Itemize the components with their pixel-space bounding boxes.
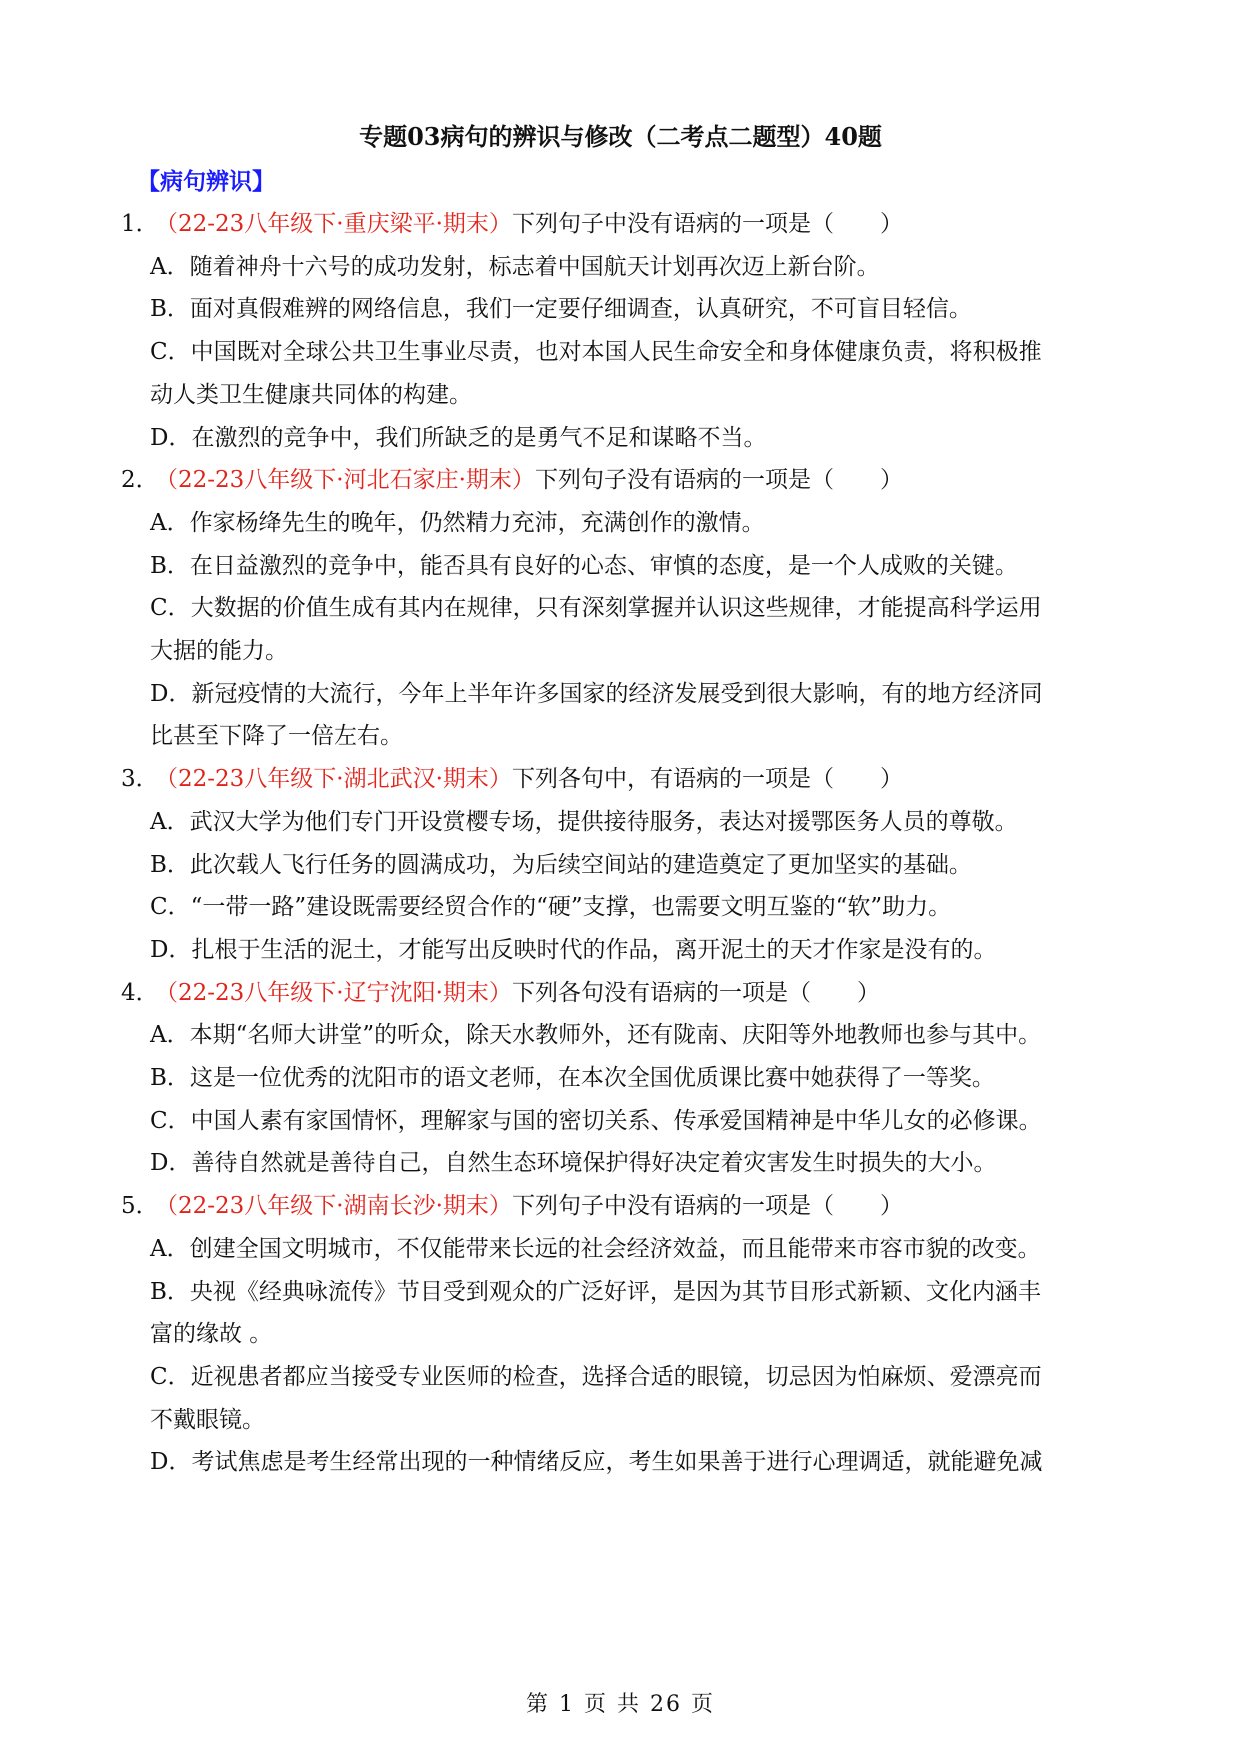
question-number: 2． <box>121 467 159 493</box>
question-number: 1． <box>121 211 159 237</box>
answer-option: D．考试焦虑是考生经常出现的一种情绪反应，考生如果善于进行心理调适，就能避免减 <box>150 1449 1043 1475</box>
answer-option: B．面对真假难辨的网络信息，我们一定要仔细调查，认真研究，不可盲目轻信。 <box>150 296 972 322</box>
page-title: 专题03病句的辨识与修改（二考点二题型）40题 <box>359 122 882 151</box>
question-text: 下列句子中没有语病的一项是（ ） <box>511 211 903 237</box>
question-source: （22-23八年级下·河北石家庄·期末） <box>155 467 535 493</box>
answer-option-continued: 动人类卫生健康共同体的构建。 <box>150 382 472 408</box>
answer-option: D．善待自然就是善待自己，自然生态环境保护得好决定着灾害发生时损失的大小。 <box>150 1150 997 1176</box>
answer-option: A．创建全国文明城市，不仅能带来长远的社会经济效益，而且能带来市容市貌的改变。 <box>150 1236 1041 1262</box>
answer-option: A．本期“名师大讲堂”的听众，除天水教师外，还有陇南、庆阳等外地教师也参与其中。 <box>150 1022 1042 1048</box>
answer-option: D．新冠疫情的大流行，今年上半年许多国家的经济发展受到很大影响，有的地方经济同 <box>150 681 1043 707</box>
answer-option: C．中国人素有家国情怀，理解家与国的密切关系、传承爱国精神是中华儿女的必修课。 <box>150 1108 1042 1134</box>
answer-option: D．在激烈的竞争中，我们所缺乏的是勇气不足和谋略不当。 <box>150 425 767 451</box>
question-number: 5． <box>121 1193 159 1219</box>
question-text: 下列句子中没有语病的一项是（ ） <box>511 1193 903 1219</box>
section-heading: 【病句辨识】 <box>137 169 275 195</box>
answer-option: B．央视《经典咏流传》节目受到观众的广泛好评，是因为其节目形式新颖、文化内涵丰 <box>150 1279 1041 1305</box>
answer-option: C．近视患者都应当接受专业医师的检查，选择合适的眼镜，切忌因为怕麻烦、爱漂亮而 <box>150 1364 1042 1390</box>
answer-option: C．大数据的价值生成有其内在规律，只有深刻掌握并认识这些规律，才能提高科学运用 <box>150 595 1042 621</box>
question-source: （22-23八年级下·辽宁沈阳·期末） <box>155 980 512 1006</box>
answer-option-continued: 大据的能力。 <box>150 638 288 664</box>
question-number: 4． <box>121 980 159 1006</box>
answer-option: D．扎根于生活的泥土，才能写出反映时代的作品，离开泥土的天才作家是没有的。 <box>150 937 997 963</box>
answer-option: B．这是一位优秀的沈阳市的语文老师，在本次全国优质课比赛中她获得了一等奖。 <box>150 1065 995 1091</box>
answer-option-continued: 不戴眼镜。 <box>150 1407 265 1433</box>
question-stem <box>121 208 903 240</box>
question-text: 下列各句中，有语病的一项是（ ） <box>511 766 903 792</box>
answer-option: B．此次载人飞行任务的圆满成功，为后续空间站的建造奠定了更加坚实的基础。 <box>150 852 972 878</box>
answer-option-continued: 富的缘故 。 <box>150 1321 273 1347</box>
question-text: 下列句子没有语病的一项是（ ） <box>534 467 903 493</box>
question-number: 3． <box>121 766 159 792</box>
page-footer: 第 1 页 共 26 页 <box>526 1692 715 1717</box>
question-stem <box>121 763 903 795</box>
answer-option: A．作家杨绛先生的晚年，仍然精力充沛，充满创作的激情。 <box>150 510 765 536</box>
question-source: （22-23八年级下·湖北武汉·期末） <box>155 766 512 792</box>
answer-option: C．中国既对全球公共卫生事业尽责，也对本国人民生命安全和身体健康负责，将积极推 <box>150 339 1042 365</box>
answer-option: C．“一带一路”建设既需要经贸合作的“硬”支撑，也需要文明互鉴的“软”助力。 <box>150 894 952 920</box>
question-stem <box>121 1190 903 1222</box>
answer-option: B．在日益激烈的竞争中，能否具有良好的心态、审慎的态度，是一个人成败的关键。 <box>150 553 1018 579</box>
question-source: （22-23八年级下·重庆梁平·期末） <box>155 211 512 237</box>
question-stem <box>121 977 880 1009</box>
question-text: 下列各句没有语病的一项是（ ） <box>511 980 880 1006</box>
answer-option: A．武汉大学为他们专门开设赏樱专场，提供接待服务，表达对援鄂医务人员的尊敬。 <box>150 809 1018 835</box>
question-source: （22-23八年级下·湖南长沙·期末） <box>155 1193 512 1219</box>
question-stem <box>121 464 903 496</box>
answer-option-continued: 比甚至下降了一倍左右。 <box>150 723 403 749</box>
answer-option: A．随着神舟十六号的成功发射，标志着中国航天计划再次迈上新台阶。 <box>150 254 880 280</box>
